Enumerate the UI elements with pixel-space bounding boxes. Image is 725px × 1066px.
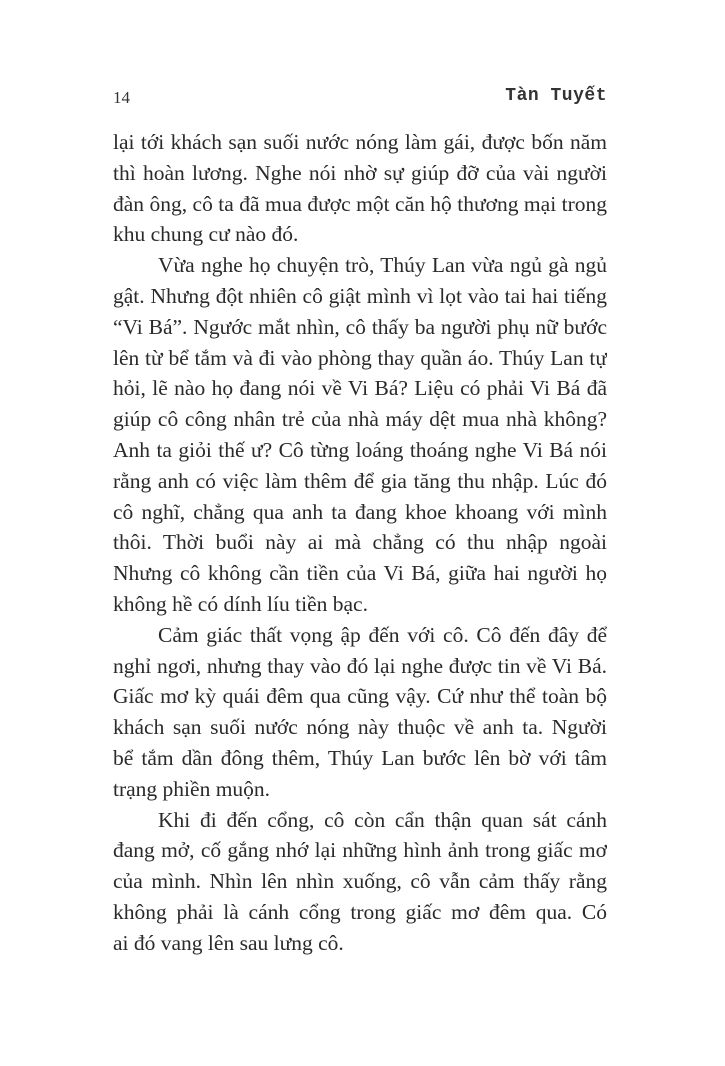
text-line: thì hoàn lương. Nghe nói nhờ sự giúp đỡ của vài người xyxy=(113,160,607,185)
paragraph xyxy=(113,250,607,620)
text-line: Khi đi đến cổng, cô còn cẩn thận quan sát cánh xyxy=(158,807,607,832)
paragraph xyxy=(113,127,607,250)
paragraph xyxy=(113,620,607,805)
text-line: bể tắm dần đông thêm, Thúy Lan bước lên bờ với tâm xyxy=(113,745,607,770)
text-line: “Vi Bá”. Ngước mắt nhìn, cô thấy ba người phụ nữ bước xyxy=(113,314,607,339)
text-line: lên từ bể tắm và đi vào phòng thay quần áo. Thúy Lan tự xyxy=(113,345,607,370)
text-line: lại tới khách sạn suối nước nóng làm gái, được bốn năm xyxy=(113,130,607,154)
page-number: 14 xyxy=(113,88,130,107)
text-line: Vừa nghe họ chuyện trò, Thúy Lan vừa ngủ gà ngủ xyxy=(158,253,607,278)
text-line: ai đó vang lên sau lưng cô. xyxy=(113,930,344,955)
text-line: nghỉ ngơi, nhưng thay vào đó lại nghe được tin về Vi Bá. xyxy=(113,653,607,678)
paragraph xyxy=(113,805,607,959)
text-line: hỏi, lẽ nào họ đang nói về Vi Bá? Liệu có phải Vi Bá đã xyxy=(113,376,607,401)
text-line: trạng phiền muộn. xyxy=(113,776,271,801)
text-line: Giấc mơ kỳ quái đêm qua cũng vậy. Cứ như thể toàn bộ xyxy=(113,684,607,709)
text-line: khu chung cư nào đó. xyxy=(113,222,299,247)
text-line: không phải là cánh cổng trong giấc mơ đêm qua. Có xyxy=(113,899,607,924)
text-line: thôi. Thời buổi này ai mà chẳng có thu nhập ngoài xyxy=(113,530,607,555)
text-line: đàn ông, cô ta đã mua được một căn hộ thương mại trong xyxy=(113,191,607,216)
text-line: rằng anh có việc làm thêm để gia tăng thu nhập. Lúc đó xyxy=(113,468,607,493)
page-header xyxy=(113,86,607,114)
text-line: Anh ta giỏi thế ư? Cô từng loáng thoáng nghe Vi Bá nói xyxy=(113,437,607,462)
text-line: của mình. Nhìn lên nhìn xuống, cô vẫn cảm thấy rằng xyxy=(113,869,607,894)
text-line: giúp cô công nhân trẻ của nhà máy dệt mua nhà không? xyxy=(113,407,607,432)
text-line: khách sạn suối nước nóng này thuộc về anh ta. Người xyxy=(113,715,607,740)
text-line: cô nghĩ, chẳng qua anh ta đang khoe khoang với mình xyxy=(113,499,607,524)
running-title: Tàn Tuyết xyxy=(505,86,607,106)
text-line: gật. Nhưng đột nhiên cô giật mình vì lọt vào tai hai tiếng xyxy=(113,283,607,308)
text-line: đang mở, cố gắng nhớ lại những hình ảnh trong giấc mơ xyxy=(113,838,607,863)
body-text xyxy=(113,127,607,959)
text-line: Nhưng cô không cần tiền của Vi Bá, giữa hai người họ xyxy=(113,561,607,586)
text-line: không hề có dính líu tiền bạc. xyxy=(113,591,368,616)
text-line: Cảm giác thất vọng ập đến với cô. Cô đến đây để xyxy=(158,622,607,647)
